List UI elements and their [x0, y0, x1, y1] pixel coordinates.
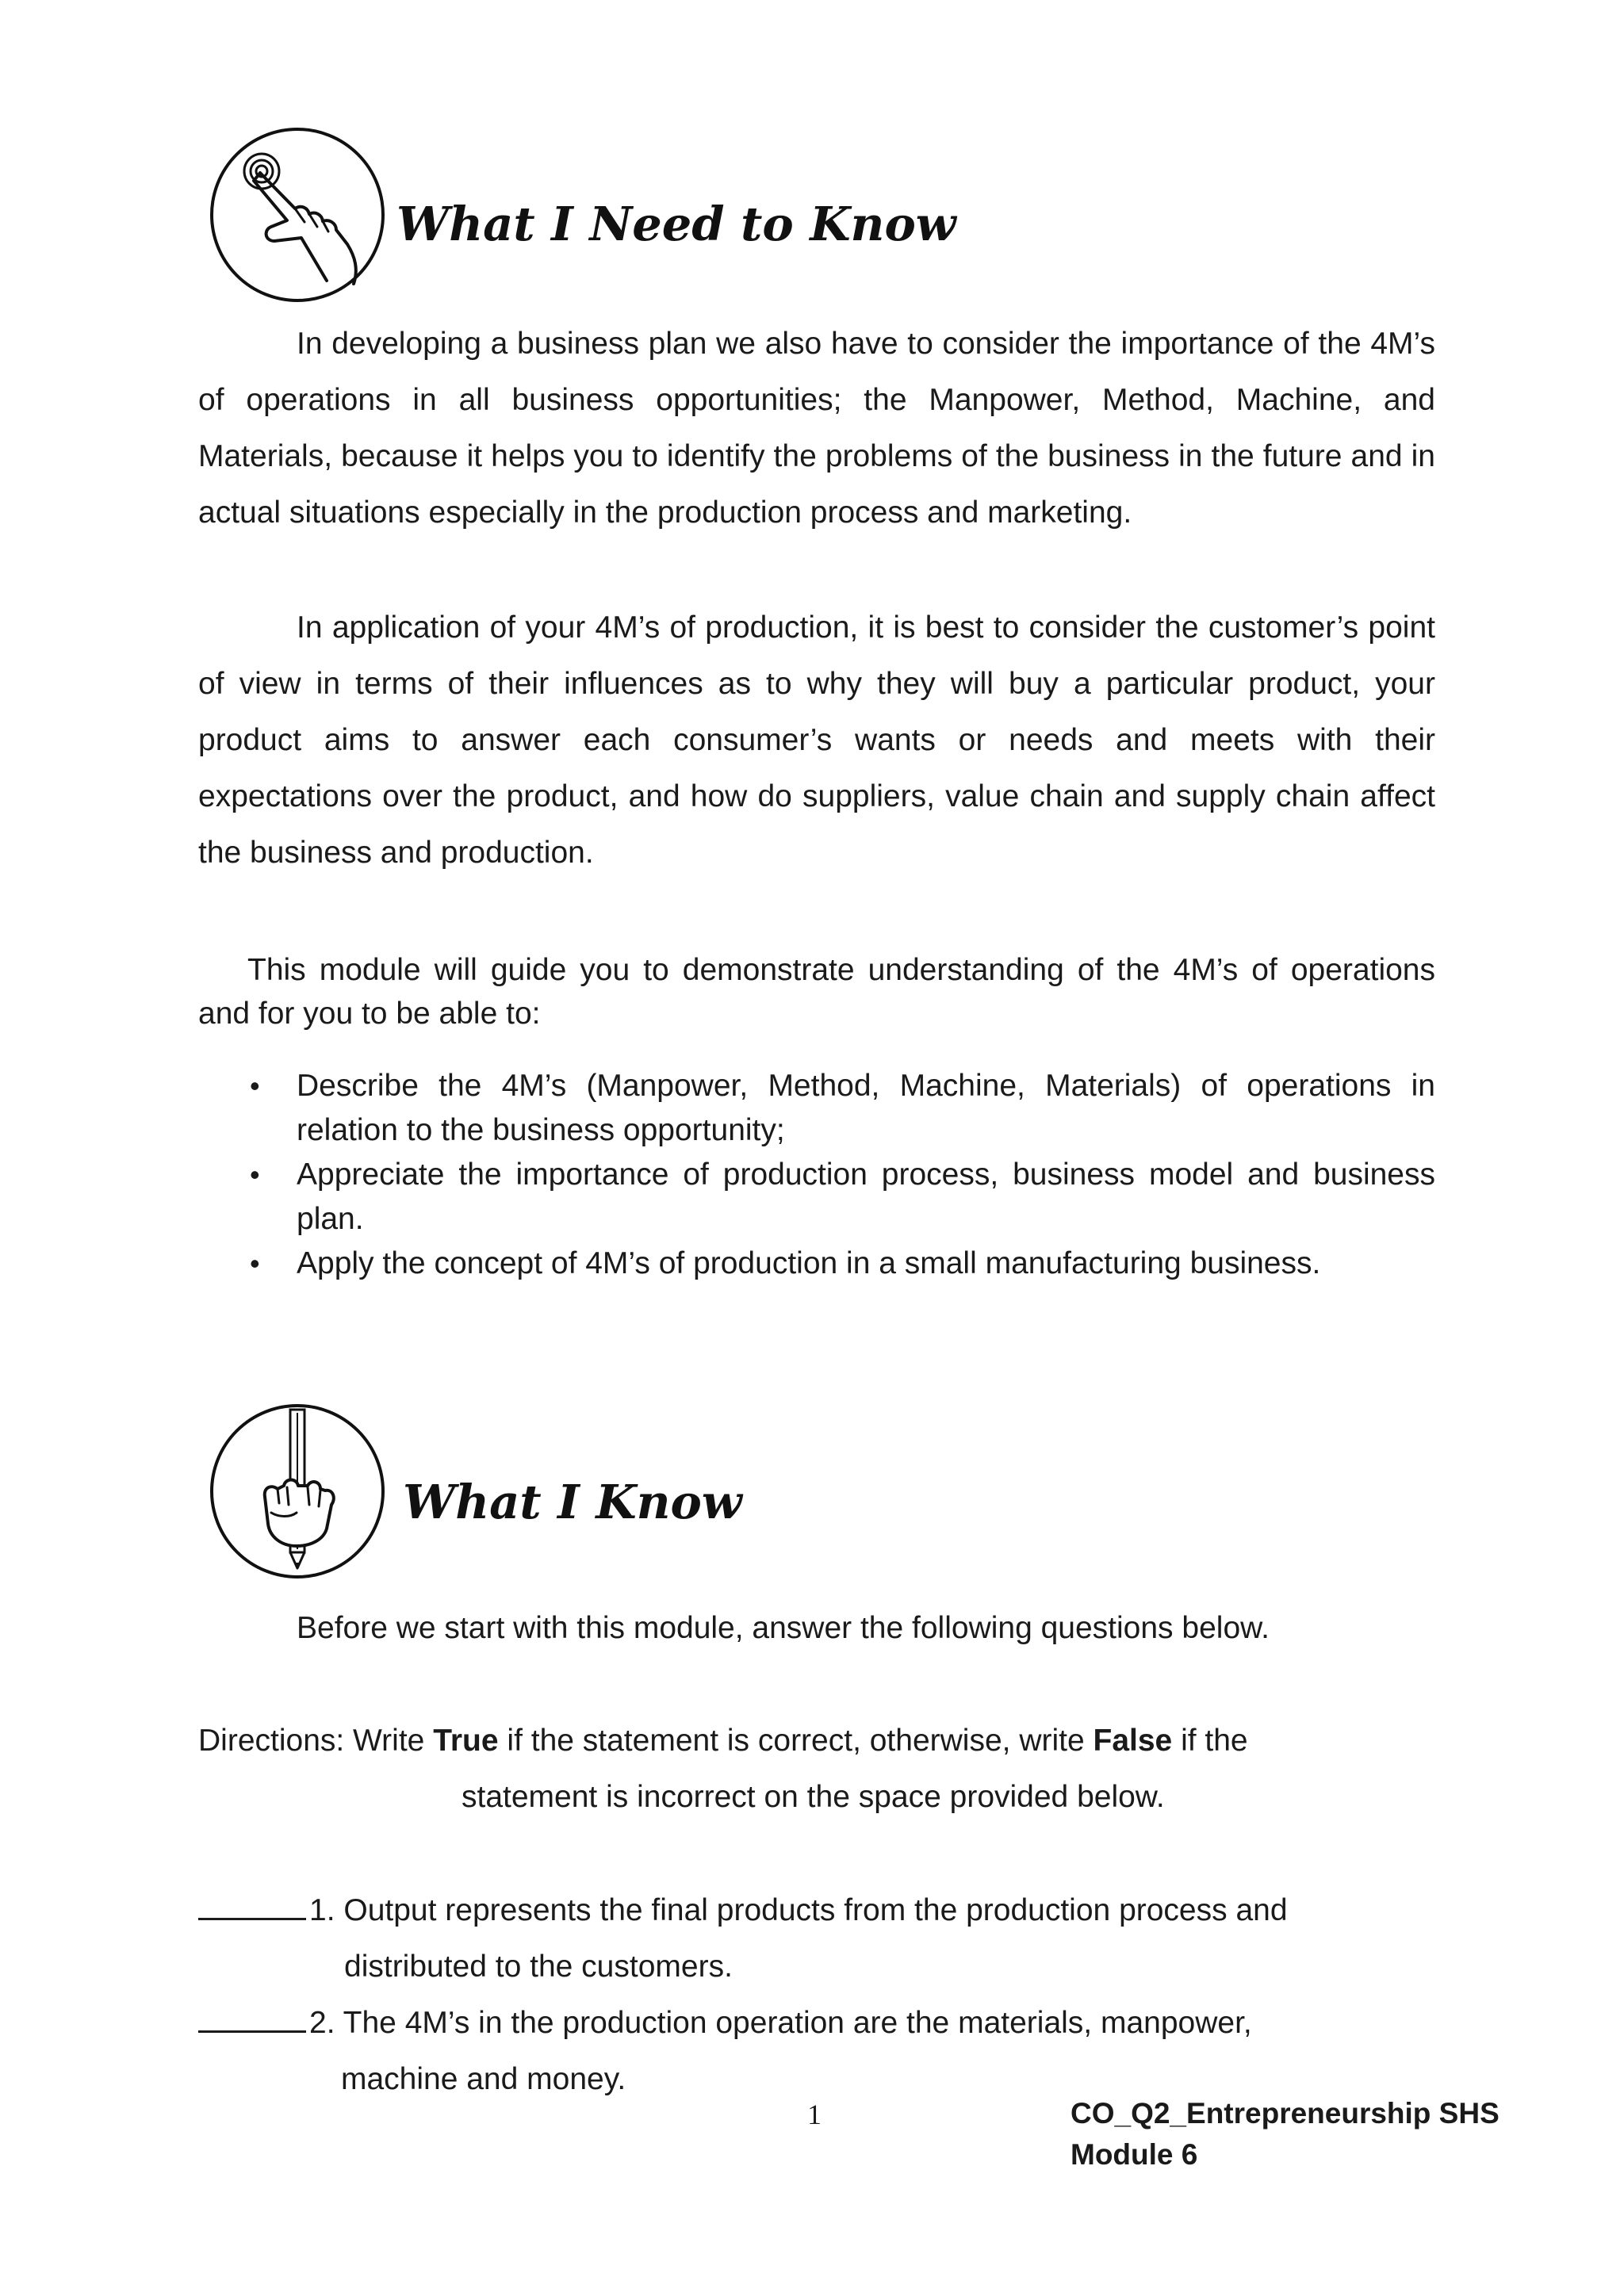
hand-pencil-icon — [208, 1402, 387, 1581]
list-item: • Apply the concept of 4M’s of production in a small manufacturing business. — [250, 1246, 1321, 1280]
paragraph-application: In application of your 4M’s of production, it is best to consider the customer’s point of view in terms of their influences as to why they will buy a particular product, your product aims to answer each consumer’s wants or needs and meets with their expectations over the product, and how do suppliers, value chain and supply chain affect the business and production. — [198, 610, 1435, 870]
answer-blank-2[interactable] — [198, 2005, 306, 2033]
page-number: 1 — [807, 2099, 822, 2130]
paragraph-intro: In developing a business plan we also have to consider the importance of the 4M’s of operations in all business opportunities; the Manpower, Method, Machine, and Materials, because it helps you to identify the problems of the business in the future and in actual situations especially in the production process and marketing. — [198, 327, 1435, 530]
answer-blank-1[interactable] — [198, 1892, 306, 1920]
paragraph-module-guide: This module will guide you to demonstrate understanding of the 4M’s of operations and for you to be able to: — [198, 953, 1435, 1031]
module-code: CO_Q2_Entrepreneurship SHS Module 6 — [1071, 2097, 1500, 2171]
finger-touch-icon — [208, 125, 387, 304]
intro-text: Before we start with this module, answer the following questions below. — [297, 1611, 1270, 1645]
question-item-1-continued: distributed to the customers. — [344, 1950, 733, 1984]
directions-line-2: statement is incorrect on the space provided below. — [462, 1780, 1165, 1814]
list-item: • Describe the 4M’s (Manpower, Method, Machine, Materials) of operations in relation to the business opportunity; — [250, 1069, 1435, 1147]
question-item-2-continued: machine and money. — [341, 2062, 626, 2096]
list-item: • Appreciate the importance of production process, business model and business plan. — [250, 1158, 1435, 1236]
section-heading-what-i-know: What I Know — [403, 1475, 742, 1529]
objectives-list — [198, 1064, 1435, 1286]
section-heading-need-to-know: What I Need to Know — [396, 197, 956, 251]
directions-line: Directions: Write True if the statement is correct, otherwise, write False if the — [198, 1724, 1248, 1758]
question-item-2: 2. The 4M’s in the production operation are the materials, manpower, — [198, 1995, 1252, 2051]
question-item-1: 1. Output represents the final products from the production process and — [198, 1882, 1288, 1938]
